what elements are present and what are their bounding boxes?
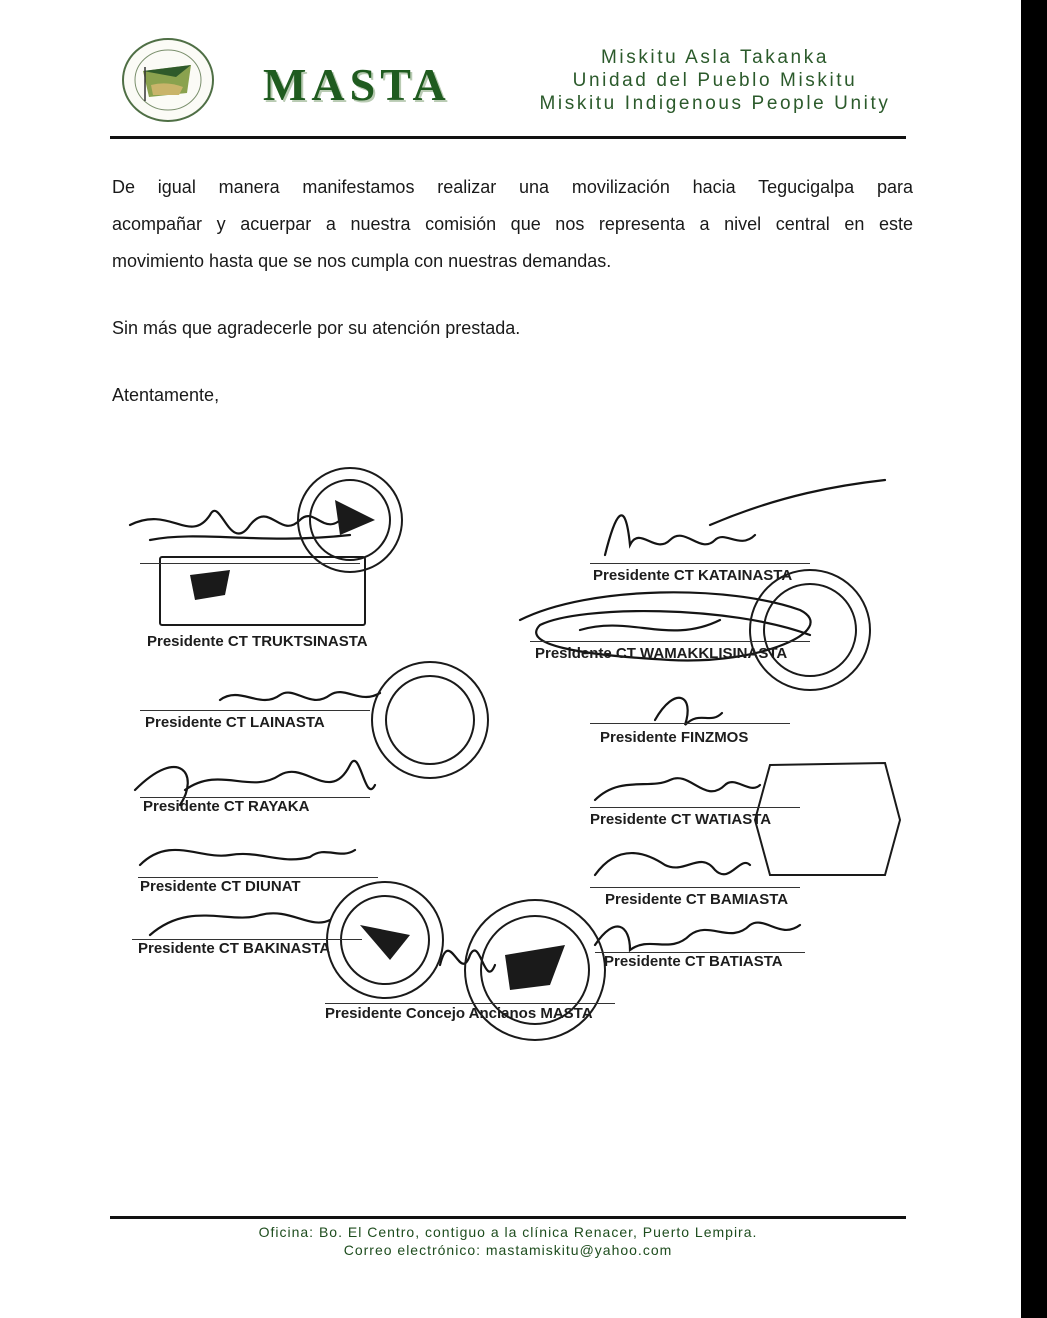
signature-label-finzmos: Presidente FINZMOS: [600, 729, 749, 746]
organization-tagline: [520, 46, 910, 115]
signature-line: [590, 723, 790, 724]
footer-office-address: Oficina: Bo. El Centro, contiguo a la clínica Renacer, Puerto Lempira.: [258, 1224, 758, 1240]
paragraph-line: movimiento hasta que se nos cumpla con nuestras demandas.: [112, 251, 612, 271]
paragraph-mobilization: [112, 169, 913, 280]
signature-label-truktsinasta: Presidente CT TRUKTSINASTA: [147, 633, 368, 650]
footer-divider: [110, 1216, 906, 1219]
paragraph-thanks: Sin más que agradecerle por su atención prestada.: [112, 318, 521, 338]
signature-line: [140, 563, 360, 564]
scan-edge-bar: [1021, 0, 1047, 1318]
closing-salutation: Atentamente,: [112, 385, 220, 405]
signature-label-bakinasta: Presidente CT BAKINASTA: [138, 940, 331, 957]
signatures-ink-icon: [110, 445, 930, 1135]
signature-block: [110, 445, 930, 1135]
signature-label-katainasta: Presidente CT KATAINASTA: [593, 567, 793, 584]
tagline-spanish: Unidad del Pueblo Miskitu: [572, 70, 858, 91]
signature-line: [590, 807, 800, 808]
signature-line: [325, 1003, 615, 1004]
brand-name: MASTA: [263, 59, 451, 110]
paragraph-line: De igual manera manifestamos realizar una movilización hacia Tegucigalpa para: [112, 177, 913, 197]
signature-line: [530, 641, 810, 642]
signature-label-concejo-ancianos: Presidente Concejo Ancianos MASTA: [325, 1005, 593, 1022]
masta-logo-seal-icon: [121, 37, 215, 123]
signature-label-wamakklisinasta: Presidente CT WAMAKKLISINASTA: [535, 645, 788, 662]
tagline-miskitu: Miskitu Asla Takanka: [600, 47, 829, 68]
signature-line: [140, 710, 370, 711]
signature-line: [590, 563, 810, 564]
signature-label-diunat: Presidente CT DIUNAT: [140, 878, 301, 895]
signature-label-batiasta: Presidente CT BATIASTA: [604, 953, 783, 970]
footer-email: Correo electrónico: mastamiskitu@yahoo.com: [343, 1242, 673, 1258]
signature-label-lainasta: Presidente CT LAINASTA: [145, 714, 325, 731]
signature-label-watiasta: Presidente CT WATIASTA: [590, 811, 772, 828]
header-divider: [110, 136, 906, 139]
signature-label-bamiasta: Presidente CT BAMIASTA: [605, 891, 789, 908]
signature-label-rayaka: Presidente CT RAYAKA: [143, 798, 310, 815]
tagline-english: Miskitu Indigenous People Unity: [539, 93, 891, 114]
signature-line: [590, 887, 800, 888]
paragraph-line: acompañar y acuerpar a nuestra comisión que nos representa a nivel central en este: [112, 214, 913, 234]
